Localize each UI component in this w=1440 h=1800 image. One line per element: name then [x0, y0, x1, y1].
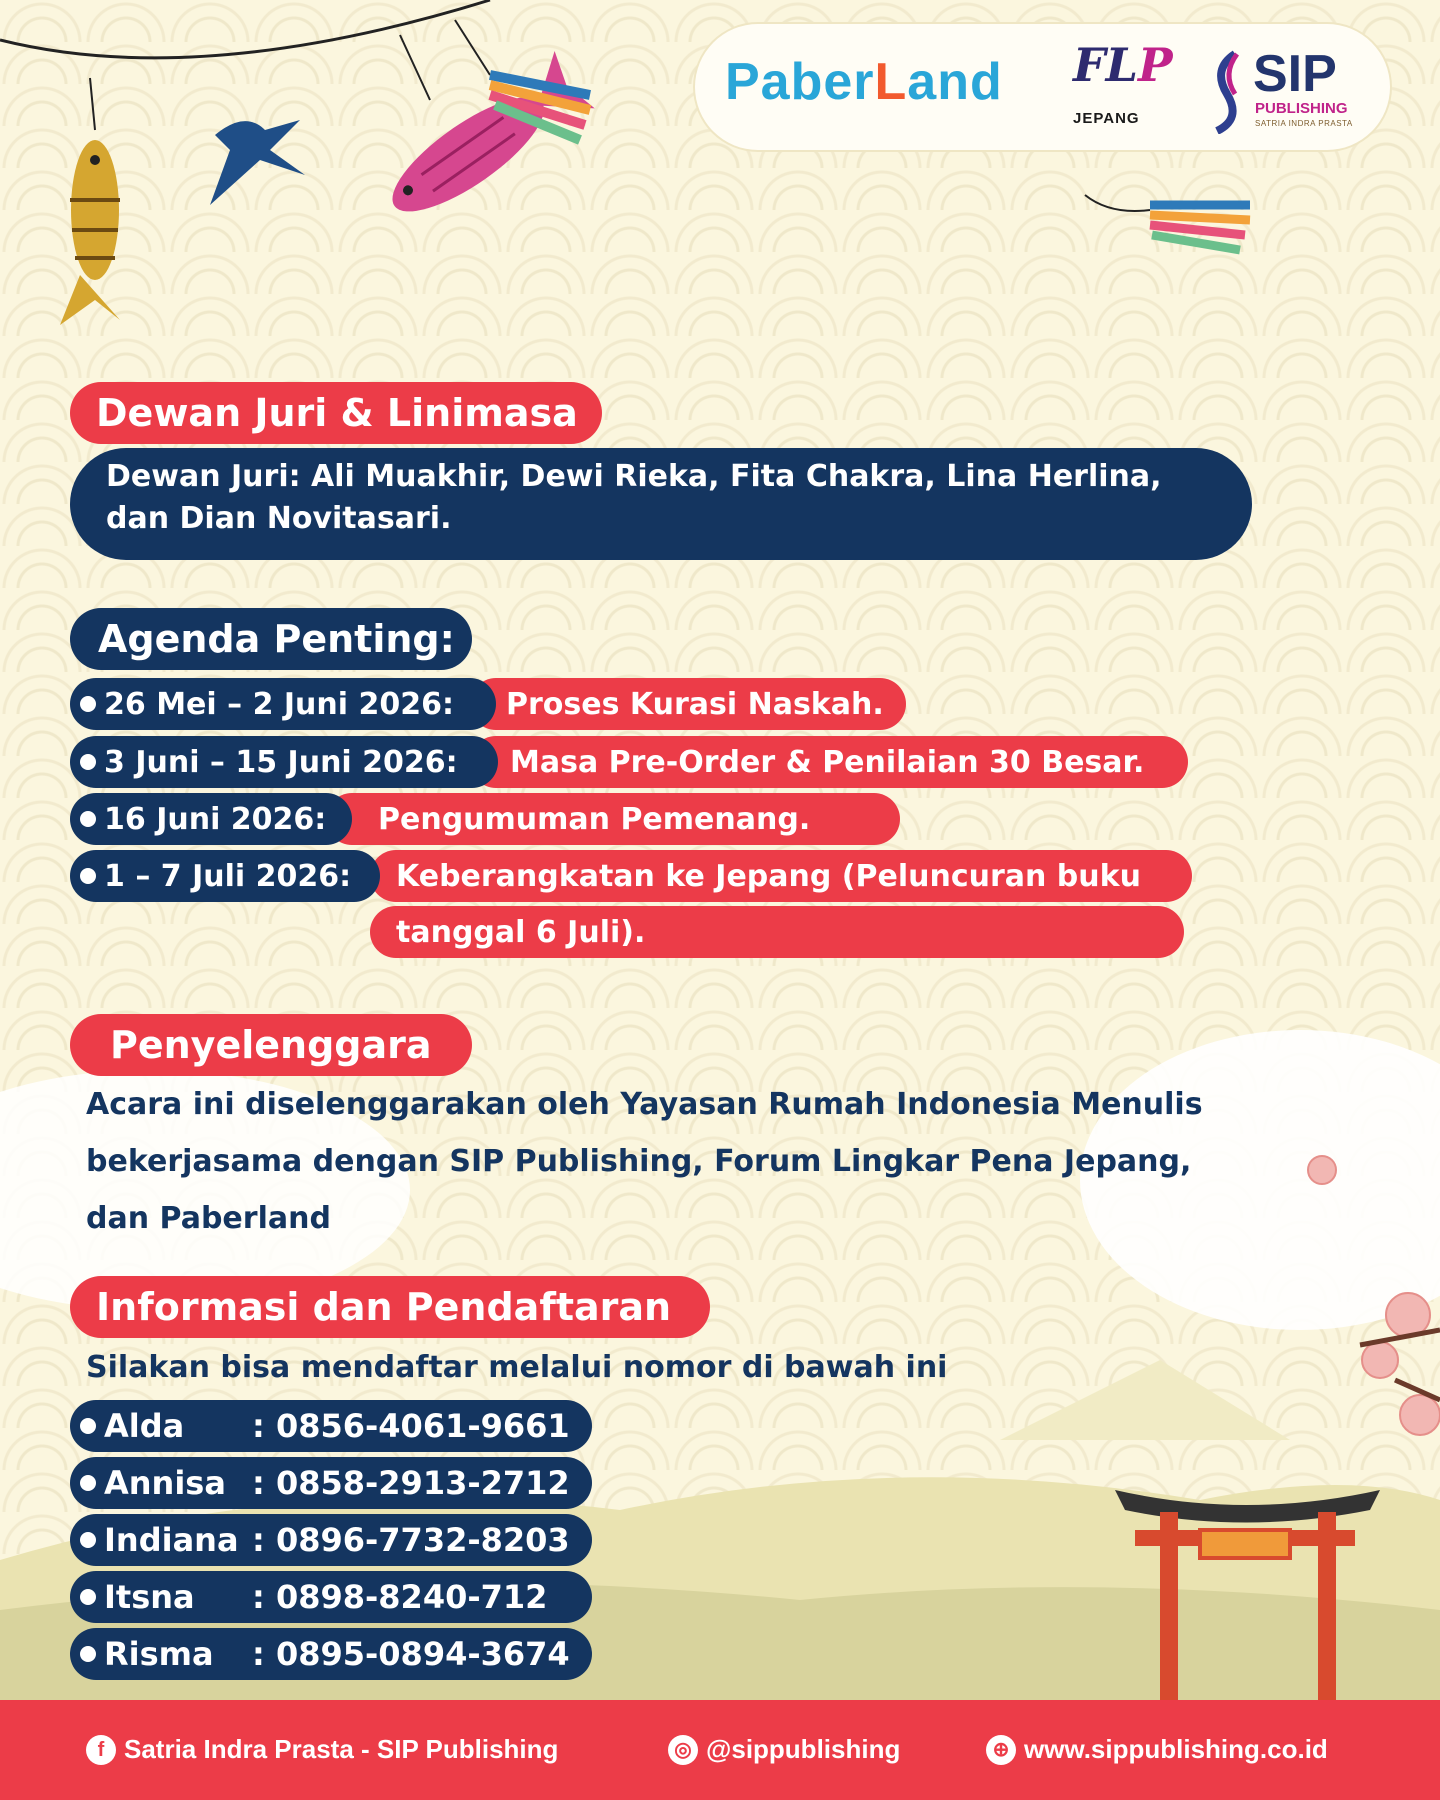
- instagram-icon: ◎: [668, 1735, 698, 1765]
- flp-jepang-logo: FLP JEPANG: [1073, 38, 1173, 127]
- contact-row[interactable]: [70, 1628, 592, 1680]
- streamer-kite-icon-right: [1085, 195, 1250, 250]
- contact-phone[interactable]: : 0898-8240-712: [252, 1578, 548, 1616]
- contact-row[interactable]: [70, 1514, 592, 1566]
- juri-line-1: Dewan Juri: Ali Muakhir, Dewi Rieka, Fita Chakra, Lina Herlina,: [106, 459, 1162, 494]
- contact-row[interactable]: [70, 1571, 592, 1623]
- yellow-koi-icon: [60, 140, 120, 325]
- juri-box: [70, 448, 1252, 560]
- informasi-intro: Silakan bisa mendaftar melalui nomor di bawah ini: [86, 1350, 948, 1385]
- contact-phone[interactable]: : 0895-0894-3674: [252, 1635, 570, 1673]
- contact-phone[interactable]: : 0858-2913-2712: [252, 1464, 570, 1502]
- sip-publishing-logo: SIP PUBLISHING SATRIA INDRA PRASTA: [1207, 44, 1367, 139]
- swallow-bird-icon: [210, 120, 305, 205]
- bullet-icon: [80, 696, 96, 712]
- contact-name: Annisa: [104, 1464, 226, 1502]
- penyelenggara-heading: Penyelenggara: [70, 1014, 472, 1076]
- footer-instagram[interactable]: ◎ @sippublishing: [668, 1734, 900, 1765]
- agenda-heading: Agenda Penting:: [70, 608, 472, 670]
- contact-name: Risma: [104, 1635, 214, 1673]
- sponsor-logos-card: [695, 24, 1390, 150]
- footer-facebook[interactable]: f Satria Indra Prasta - SIP Publishing: [86, 1734, 558, 1765]
- juri-line-2: dan Dian Novitasari.: [106, 501, 452, 536]
- bullet-icon: [80, 1532, 96, 1548]
- bullet-icon: [80, 1646, 96, 1662]
- globe-icon: ⊕: [986, 1735, 1016, 1765]
- contact-row[interactable]: [70, 1457, 592, 1509]
- contact-name: Indiana: [104, 1521, 239, 1559]
- contact-name: Alda: [104, 1407, 185, 1445]
- bullet-icon: [80, 811, 96, 827]
- agenda-desc: Proses Kurasi Naskah.: [506, 686, 884, 722]
- agenda-date: 1 – 7 Juli 2026:: [104, 858, 352, 894]
- bullet-icon: [80, 1475, 96, 1491]
- juri-heading: Dewan Juri & Linimasa: [70, 382, 602, 444]
- contact-name: Itsna: [104, 1578, 195, 1616]
- bullet-icon: [80, 754, 96, 770]
- bullet-icon: [80, 1589, 96, 1605]
- agenda-desc: Masa Pre-Order & Penilaian 30 Besar.: [510, 744, 1145, 780]
- agenda-desc: Pengumuman Pemenang.: [378, 801, 811, 837]
- agenda-desc-continued: tanggal 6 Juli).: [370, 906, 1184, 958]
- bullet-icon: [80, 1418, 96, 1434]
- footer: [0, 1700, 1440, 1800]
- contact-phone[interactable]: : 0896-7732-8203: [252, 1521, 570, 1559]
- pink-koi-icon: [374, 51, 594, 235]
- bullet-icon: [80, 868, 96, 884]
- informasi-heading: Informasi dan Pendaftaran: [70, 1276, 710, 1338]
- contact-row[interactable]: [70, 1400, 592, 1452]
- paberland-logo: PaberLand: [725, 53, 1003, 111]
- agenda-date: 16 Juni 2026:: [104, 801, 327, 837]
- agenda-date: 26 Mei – 2 Juni 2026:: [104, 686, 454, 722]
- penyelenggara-text: Acara ini diselenggarakan oleh Yayasan Rumah Indonesia Menulis bekerjasama dengan SIP Publishing, Forum Lingkar Pena Jepang, dan Paberland: [86, 1087, 1203, 1236]
- contact-phone[interactable]: : 0856-4061-9661: [252, 1407, 570, 1445]
- agenda-date: 3 Juni – 15 Juni 2026:: [104, 744, 458, 780]
- agenda-desc: Keberangkatan ke Jepang (Peluncuran buku: [396, 858, 1141, 894]
- footer-website[interactable]: ⊕ www.sippublishing.co.id: [986, 1734, 1328, 1765]
- facebook-icon: f: [86, 1735, 116, 1765]
